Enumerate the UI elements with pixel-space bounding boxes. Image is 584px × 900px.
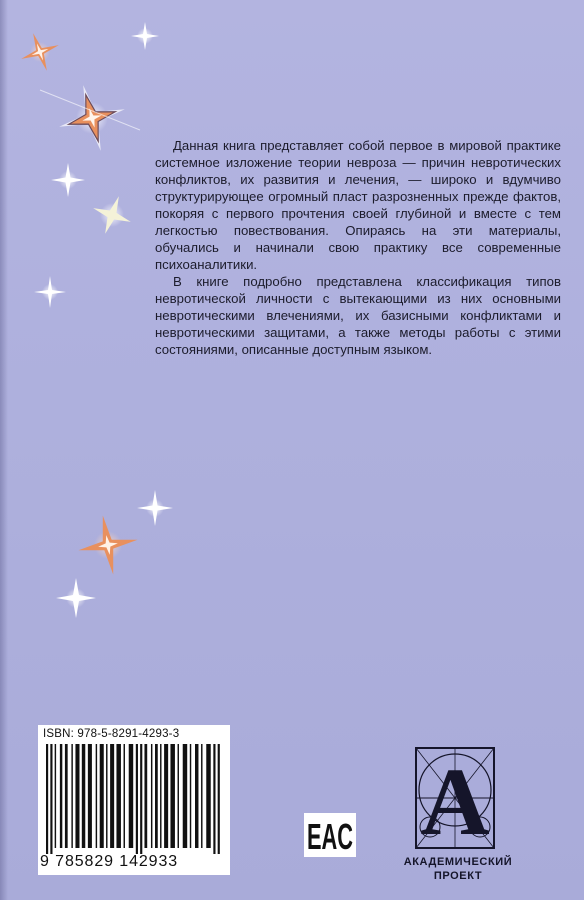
orange-star-icon xyxy=(14,26,65,77)
isbn-label: ISBN: 978-5-8291-4293-3 xyxy=(43,728,180,740)
barcode-bar xyxy=(65,744,68,848)
barcode-bar xyxy=(88,744,92,848)
barcode-bar xyxy=(206,744,210,848)
barcode-bar xyxy=(178,744,179,848)
orange-large-star-icon xyxy=(50,76,133,159)
barcode-bar xyxy=(195,744,198,848)
barcode-bar xyxy=(100,744,104,848)
barcode-image xyxy=(46,744,222,854)
description-paragraph-2: В книге подробно представлена классификация типов невротической личности с вытекающими из них основными невротическими влечениями, их базисными конфликтами и невротическими защитами, а также методы работы с этими состояниями, описанные доступным языком. xyxy=(155,274,561,357)
barcode-bar xyxy=(151,744,152,848)
barcode-bar xyxy=(75,744,79,848)
publisher-name-line-1: АКАДЕМИЧЕСКИЙ xyxy=(403,856,513,868)
barcode-bar xyxy=(160,744,161,848)
barcode-bar xyxy=(46,744,48,854)
barcode-bar xyxy=(183,744,187,848)
barcode-bar xyxy=(60,744,62,848)
eac-mark-text: EAC xyxy=(307,816,353,857)
barcode-bar xyxy=(82,744,85,848)
barcode-bar xyxy=(116,744,120,848)
barcode-bar xyxy=(190,744,191,848)
white-star-icon xyxy=(56,578,96,618)
barcode-bar xyxy=(170,744,174,848)
barcode-bar xyxy=(136,744,138,854)
barcode-bar xyxy=(106,744,107,848)
barcode-bar xyxy=(144,744,147,848)
barcode-bar xyxy=(71,744,72,848)
barcode-bar xyxy=(129,744,133,848)
barcode-bar xyxy=(164,744,168,848)
publisher-name xyxy=(393,855,523,883)
barcode-bar xyxy=(50,744,52,854)
barcode-bar xyxy=(140,744,142,854)
barcode-bar xyxy=(55,744,56,848)
barcode-bar xyxy=(110,744,114,848)
publisher-logo-icon xyxy=(400,742,510,854)
barcode-bar xyxy=(96,744,97,848)
orange-large-star-icon xyxy=(73,510,143,580)
eac-certification-mark xyxy=(304,813,356,857)
barcode-bar xyxy=(201,744,202,848)
white-star-icon xyxy=(34,276,66,308)
description-paragraph-1: Данная книга представляет собой первое в мировой практике системное изложение теории невроза — причин невротических конфликтов, их развития и лечения, — широко и вдумчиво структурирующее огромный пласт разрозненных прежде фактов, покоряя с первого прочтения своей глубиной и вместе с тем легкостью повествования. Опираясь на эти материалы, обучались и начинали свою практику все современные психоаналитики. xyxy=(155,138,561,272)
barcode-bar xyxy=(213,744,215,854)
publisher-name-line-2: ПРОЕКТ xyxy=(433,870,483,882)
description-text xyxy=(155,137,561,358)
publisher-logo-letter: A xyxy=(420,748,490,855)
white-star-icon xyxy=(131,22,159,50)
barcode-digits: 9 785829 142933 xyxy=(40,853,179,870)
barcode-bar xyxy=(218,744,220,854)
barcode-bar xyxy=(124,744,125,848)
white-star-icon xyxy=(137,490,173,526)
isbn-barcode-block xyxy=(38,725,230,875)
cream-star-icon xyxy=(86,189,137,240)
barcode-bar xyxy=(155,744,158,848)
white-star-icon xyxy=(51,163,85,197)
